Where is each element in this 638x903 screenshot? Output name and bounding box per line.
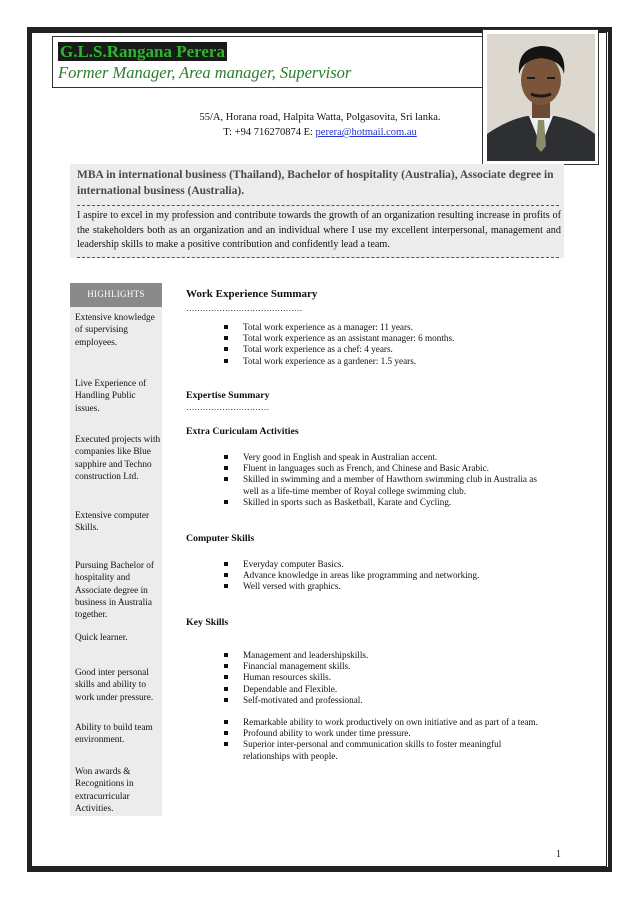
bullet-icon bbox=[224, 562, 228, 566]
list-item: Human resources skills. bbox=[186, 672, 546, 683]
highlight-item: Good inter personal skills and ability to work under pressure. bbox=[75, 668, 154, 703]
highlight-item: Extensive knowledge of supervising employees. bbox=[75, 313, 155, 348]
key-skills-title: Key Skills bbox=[186, 617, 229, 628]
bullet-icon bbox=[224, 675, 228, 679]
highlight-item: Extensive computer Skills. bbox=[75, 511, 150, 534]
list-item: Well versed with graphics. bbox=[186, 581, 546, 592]
contact-block bbox=[150, 110, 490, 140]
photo-frame bbox=[482, 29, 599, 165]
list-item: Management and leadershipskills. bbox=[186, 650, 546, 661]
degree-summary: MBA in international business (Thailand), Bachelor of hospitality (Australia), Associate degree in international business (Australia). bbox=[77, 169, 554, 197]
list-item: Fluent in languages such as French, and Chinese and Basic Arabic. bbox=[186, 463, 546, 474]
divider-bottom bbox=[77, 257, 559, 258]
list-item: Very good in English and speak in Australian accent. bbox=[186, 452, 546, 463]
bullet-icon bbox=[224, 359, 228, 363]
highlight-item: Live Experience of Handling Public issues. bbox=[75, 379, 147, 414]
expertise-dots: ………………………… bbox=[186, 402, 270, 412]
divider-top bbox=[77, 205, 559, 206]
list-item: Total work experience as an assistant manager: 6 months. bbox=[186, 333, 546, 344]
list-item: Profound ability to work under time pressure. bbox=[186, 728, 546, 739]
bullet-icon bbox=[224, 500, 228, 504]
address-line: 55/A, Horana road, Halpita Watta, Polgasovita, Sri lanka. bbox=[199, 112, 441, 123]
bullet-icon bbox=[224, 687, 228, 691]
list-item: Dependable and Flexible. bbox=[186, 684, 546, 695]
work-experience-list bbox=[186, 322, 546, 367]
list-item: Total work experience as a manager: 11 years. bbox=[186, 322, 546, 333]
list-item: Superior inter-personal and communication skills to foster meaningful relationships with people. bbox=[186, 739, 546, 761]
bullet-icon bbox=[224, 477, 228, 481]
bullet-icon bbox=[224, 325, 228, 329]
email-link[interactable]: perera@hotmail.com.au bbox=[315, 127, 417, 138]
highlight-item: Won awards & Recognitions in extracurricular Activities. bbox=[75, 767, 134, 814]
career-objective: I aspire to excel in my profession and contribute towards the growth of an organization resulting increase in profits of the stakeholders both as an organization and an individual where I use my excellent interpersonal, management and leadership skills to make a positive contribution and confidently lead a team. bbox=[77, 210, 561, 250]
highlight-item: Ability to build team environment. bbox=[75, 723, 153, 746]
list-item: Financial management skills. bbox=[186, 661, 546, 672]
bullet-icon bbox=[224, 698, 228, 702]
highlight-item: Quick learner. bbox=[75, 633, 128, 643]
bullet-icon bbox=[224, 664, 228, 668]
bullet-icon bbox=[224, 653, 228, 657]
list-item: Skilled in sports such as Basketball, Karate and Cycling. bbox=[186, 497, 546, 508]
list-item: Remarkable ability to work productively on own initiative and as part of a team. bbox=[186, 717, 546, 728]
extra-curricular-title: Extra Curiculam Activities bbox=[186, 426, 299, 437]
list-item: Skilled in swimming and a member of Hawthorn swimming club in Australia as well as a life-time member of Royal college swimming club. bbox=[186, 474, 546, 496]
work-experience-dots: …………………………………… bbox=[186, 303, 303, 313]
phone-email-line bbox=[150, 125, 490, 140]
portrait-illustration bbox=[487, 34, 595, 161]
list-item: Total work experience as a chef: 4 years. bbox=[186, 344, 546, 355]
highlight-item: Pursuing Bachelor of hospitality and Associate degree in business in Australia together. bbox=[75, 561, 155, 621]
list-item: Everyday computer Basics. bbox=[186, 559, 546, 570]
key-skills-list bbox=[186, 650, 546, 706]
page-number: 1 bbox=[556, 849, 561, 860]
highlight-item: Executed projects with companies like Blue sapphire and Techno construction Ltd. bbox=[75, 435, 161, 482]
bullet-icon bbox=[224, 742, 228, 746]
extra-curricular-list bbox=[186, 452, 546, 508]
bullet-icon bbox=[224, 573, 228, 577]
work-experience-title: Work Experience Summary bbox=[186, 288, 318, 300]
bullet-icon bbox=[224, 731, 228, 735]
bullet-icon bbox=[224, 336, 228, 340]
list-item: Self-motivated and professional. bbox=[186, 695, 546, 706]
key-skills-list-2 bbox=[186, 717, 546, 762]
bullet-icon bbox=[224, 584, 228, 588]
list-item: Advance knowledge in areas like programming and networking. bbox=[186, 570, 546, 581]
phone-text: T: +94 716270874 E: bbox=[223, 127, 316, 138]
highlights-heading: HIGHLIGHTS bbox=[70, 283, 162, 307]
candidate-name: G.L.S.Rangana Perera bbox=[60, 42, 225, 61]
candidate-role: Former Manager, Area manager, Supervisor bbox=[58, 63, 352, 82]
bullet-icon bbox=[224, 455, 228, 459]
bullet-icon bbox=[224, 720, 228, 724]
profile-photo bbox=[487, 34, 595, 161]
bullet-icon bbox=[224, 347, 228, 351]
list-item: Total work experience as a gardener: 1.5 years. bbox=[186, 356, 546, 367]
computer-skills-list bbox=[186, 559, 546, 593]
expertise-title: Expertise Summary bbox=[186, 390, 270, 401]
bullet-icon bbox=[224, 466, 228, 470]
computer-skills-title: Computer Skills bbox=[186, 533, 255, 544]
